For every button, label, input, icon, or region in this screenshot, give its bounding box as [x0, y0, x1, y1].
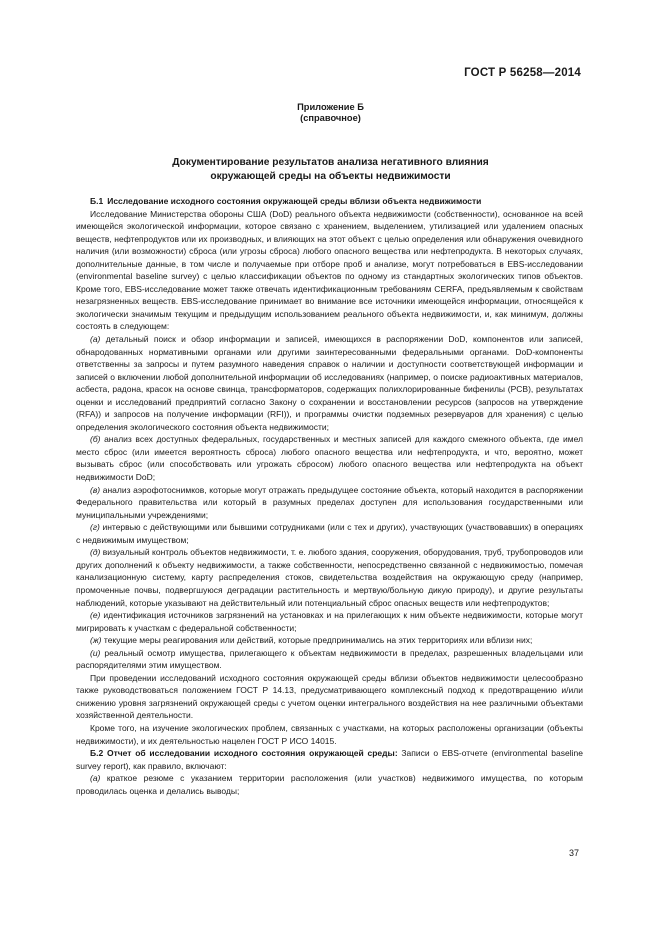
annex-title: Приложение Б	[297, 102, 364, 112]
list-marker: (а)	[90, 334, 101, 345]
list-item-text: реальный осмотр имущества, прилегающего к объектам недвижимости в пределах, разрешенных владельцами или распорядителями этим имуществом.	[76, 647, 583, 671]
section-b2-heading: Б.2 Отчет об исследовании исходного состояния окружающей среды:	[90, 748, 398, 759]
section-b1-heading	[76, 195, 583, 208]
list-marker: (ж)	[90, 635, 102, 646]
list-item-g	[76, 521, 583, 546]
document-body	[76, 195, 583, 797]
section-number: Б.1	[90, 196, 104, 206]
list-item-zh	[76, 634, 583, 647]
page-number: 37	[568, 848, 579, 858]
list-item-text: краткое резюме с указанием территории расположения (или участков) недвижимого имущества, по которым проводилась оценка и делались выводы;	[76, 773, 583, 796]
title-line-1: Документирование результатов анализа негативного влияния	[172, 157, 489, 168]
annex-heading	[0, 102, 661, 124]
paragraph-iso-14015: Кроме того, на изучение экологических проблем, связанных с участками, на которых расположены организации (объекты недвижимости), и их деятельностью нацелен ГОСТ Р ИСО 14015.	[76, 722, 583, 746]
annex-subtitle: (справочное)	[300, 113, 361, 123]
list-item-text: идентификация источников загрязнений на установках и на прилегающих к ним объекте недвижимости, которые могут мигрировать к участкам с федеральной собственности;	[76, 610, 583, 633]
list-marker: (и)	[90, 647, 101, 658]
list-item-b	[76, 433, 583, 483]
section-b2-text: Записи о EBS-отчете (environmental baseline survey report), как правило, включают:	[76, 748, 583, 771]
list-marker: (д)	[90, 547, 101, 558]
list-item-v	[76, 484, 583, 522]
list-item-text: текущие меры реагирования или действий, которые предпринимались на этих территориях или вблизи них;	[103, 635, 533, 646]
document-number: ГОСТ Р 56258—2014	[464, 67, 581, 79]
paragraph-gost-14-13: При проведении исследований исходного состояния окружающей среды вблизи объектов недвижимости целесообразно также руководствоваться положением ГОСТ Р 14.13, предусматривающего комплексный подход к предотвращению и/или снижению уровня загрязнений окружающей среды с учетом оценки интегрального воздействия на нее различными объектами хозяйственной деятельности.	[76, 672, 583, 721]
list-marker: (г)	[90, 522, 100, 533]
list-item-e	[76, 609, 583, 634]
list-marker: (в)	[90, 484, 101, 495]
section-b2-item-a	[76, 772, 583, 797]
list-item-text: детальный поиск и обзор информации и записей, имеющихся в распоряжении DoD, компонентов или записей, обнародованных нормативными органами или другими заинтересованными федеральными органами. DoD-компоненты ответственны за запросы и путем разумного наведения справок о наличии и доступности соответствующей информации и записей о включении любой дополнительной информации об исследованиях (например, о поиске радиоактивных материалов, асбеста, радона, красок на основе свинца, трансформаторов, содержащих полихлорированные бифенилы (PCB), результатах оценки и исследований предприятий согласно Закону о сохранении и восстановлении ресурсов (запросов на утверждение (RFA)) и запросов на получение информации (RFI)), и программы очистки подземных резервуаров для хранения) с целью определения экологического состояния объекта недвижимости;	[76, 334, 583, 432]
list-item-text: анализ аэрофотоснимков, которые могут отражать предыдущее состояние объекта, который находится в распоряжении Федерального правительства или который в разумных пределах доступен для использования государственными или муниципальными учреждениями;	[76, 484, 583, 520]
list-marker: (е)	[90, 610, 101, 621]
list-marker: (б)	[90, 434, 101, 445]
list-item-i	[76, 647, 583, 672]
list-item-a	[76, 333, 583, 433]
list-item-text: анализ всех доступных федеральных, государственных и местных записей для каждого смежного объекта, где имел место сброс (или имеется вероятность сброса) любого опасного вещества или нефтепродукта, и что, вероятно, может вызывать сброс (или способствовать или угрожать сбросом) любого опасного вещества или нефтепродукта на объект недвижимости DoD;	[76, 434, 583, 483]
section-b2	[76, 747, 583, 772]
list-item-d	[76, 546, 583, 609]
annex-main-title	[0, 156, 661, 184]
list-item-text: визуальный контроль объектов недвижимости, т. е. любого здания, сооружения, оборудования, труб, трубопроводов или других дополнений к объекту недвижимости, а также собственности, непосредственно связанной с недвижимостью, помечая канализационную систему, карту распределения стоков, свидетельства воздействия на окружающую среду (например, промоченные почвы, подвергшуюся деградации растительность и мертвую/больную дикую природу), и другие результаты наблюдений, которые указывают на действительный или потенциальный сброс опасных веществ или нефтепродуктов;	[76, 547, 583, 608]
list-item-text: интервью с действующими или бывшими сотрудниками (или с тех и других), участвующих (участвовавших) в операциях с недвижимым имуществом;	[76, 522, 583, 545]
paragraph-intro: Исследование Министерства обороны США (DoD) реального объекта недвижимости (собственности), основанное на всей имеющейся экологической информации, которое связано с хранением, выделением, утилизацией или удалением опасных веществ, нефтепродуктов или их производных, и влияющих на этот объект с целью определения или обнаружения очевидного наличия (или возможности) сброса (или угрозы сброса) любого опасного вещества или нефтепродукта. В некоторых случаях, дополнительные данные, в том числе и получаемые при отборе проб и анализе, могут потребоваться в EBS-исследовании (environmental baseline survey) с целью классификации объектов по одному из стандартных экологических типов объектов. Кроме того, EBS-исследование может также отвечать идентификационным требованиям CERFA, предъявляемым к свойствам незагрязненных веществ. EBS-исследование принимает во внимание все источники имеющейся информации, относящейся к экологически значимым текущим и предыдущим использованием реального объекта недвижимости, и, как минимум, должны состоять в следующем:	[76, 208, 583, 332]
section-heading-text: Исследование исходного состояния окружающей среды вблизи объекта недвижимости	[107, 196, 482, 206]
list-marker: (а)	[90, 773, 101, 784]
title-line-2: окружающей среды на объекты недвижимости	[210, 171, 451, 182]
